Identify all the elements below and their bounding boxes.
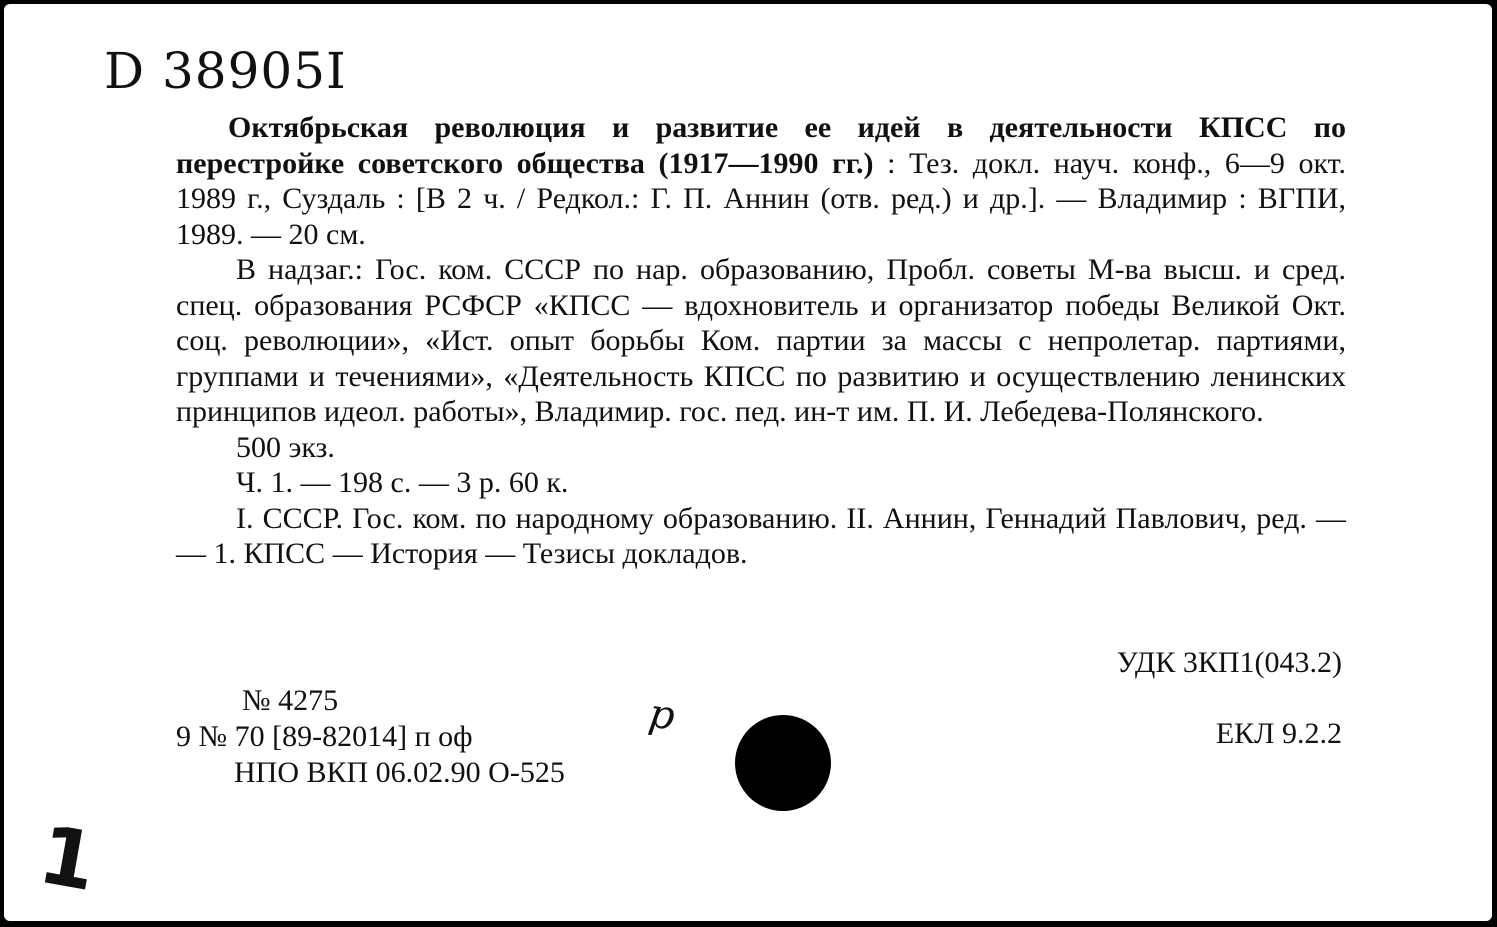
handwritten-mark: р: [645, 690, 678, 740]
order-line: 9 № 70 [89-82014] п оф: [176, 720, 473, 753]
record-number: № 4275: [242, 684, 339, 717]
title-rest: : Тез. докл. науч. конф., 6—9 окт. 1989 г., Суздаль : [В 2 ч. / Редкол.: Г. П. Аннин (отв. ред.) и др.]. — Владимир : ВГПИ, 1989. — 20 см.: [176, 146, 1346, 251]
catalog-card: [4, 4, 1492, 921]
handwritten-number: 1: [32, 807, 104, 910]
udk-code: УДК 3КП1(043.2): [1116, 646, 1342, 679]
ekl-code: ЕКЛ 9.2.2: [1215, 717, 1342, 750]
punch-hole: [735, 715, 831, 811]
card-number: D 38905I: [104, 42, 347, 100]
copies-line: 500 экз.: [236, 430, 335, 464]
title-paragraph: [176, 110, 1346, 252]
tracings-paragraph: I. СССР. Гос. ком. по народному образованию. II. Аннин, Геннадий Павлович, ред. — — 1. КПСС — История — Тезисы докладов.: [176, 501, 1346, 570]
bibliographic-record: [176, 110, 1346, 572]
title-bold: Октябрьская революция и развитие ее идей в деятельности КПСС по перестройке советского общества (1917—1990 гг.): [176, 111, 1346, 180]
note-paragraph: В надзаг.: Гос. ком. СССР по нар. образованию, Пробл. советы М-ва высш. и сред. спец. образования РСФСР «КПСС — вдохновитель и организатор победы Великой Окт. соц. революции», «Ист. опыт борьбы Ком. партии за массы с непролетар. партиями, группами и течениями», «Деятельность КПСС по развитию и осуществлению ленинских принципов идеол. работы», Владимир. гос. пед. ин-т им. П. И. Лебедева-Полянского.: [176, 253, 1346, 428]
publisher-line: НПО ВКП 06.02.90 О-525: [234, 756, 565, 789]
part-line: Ч. 1. — 198 с. — 3 р. 60 к.: [236, 466, 569, 499]
